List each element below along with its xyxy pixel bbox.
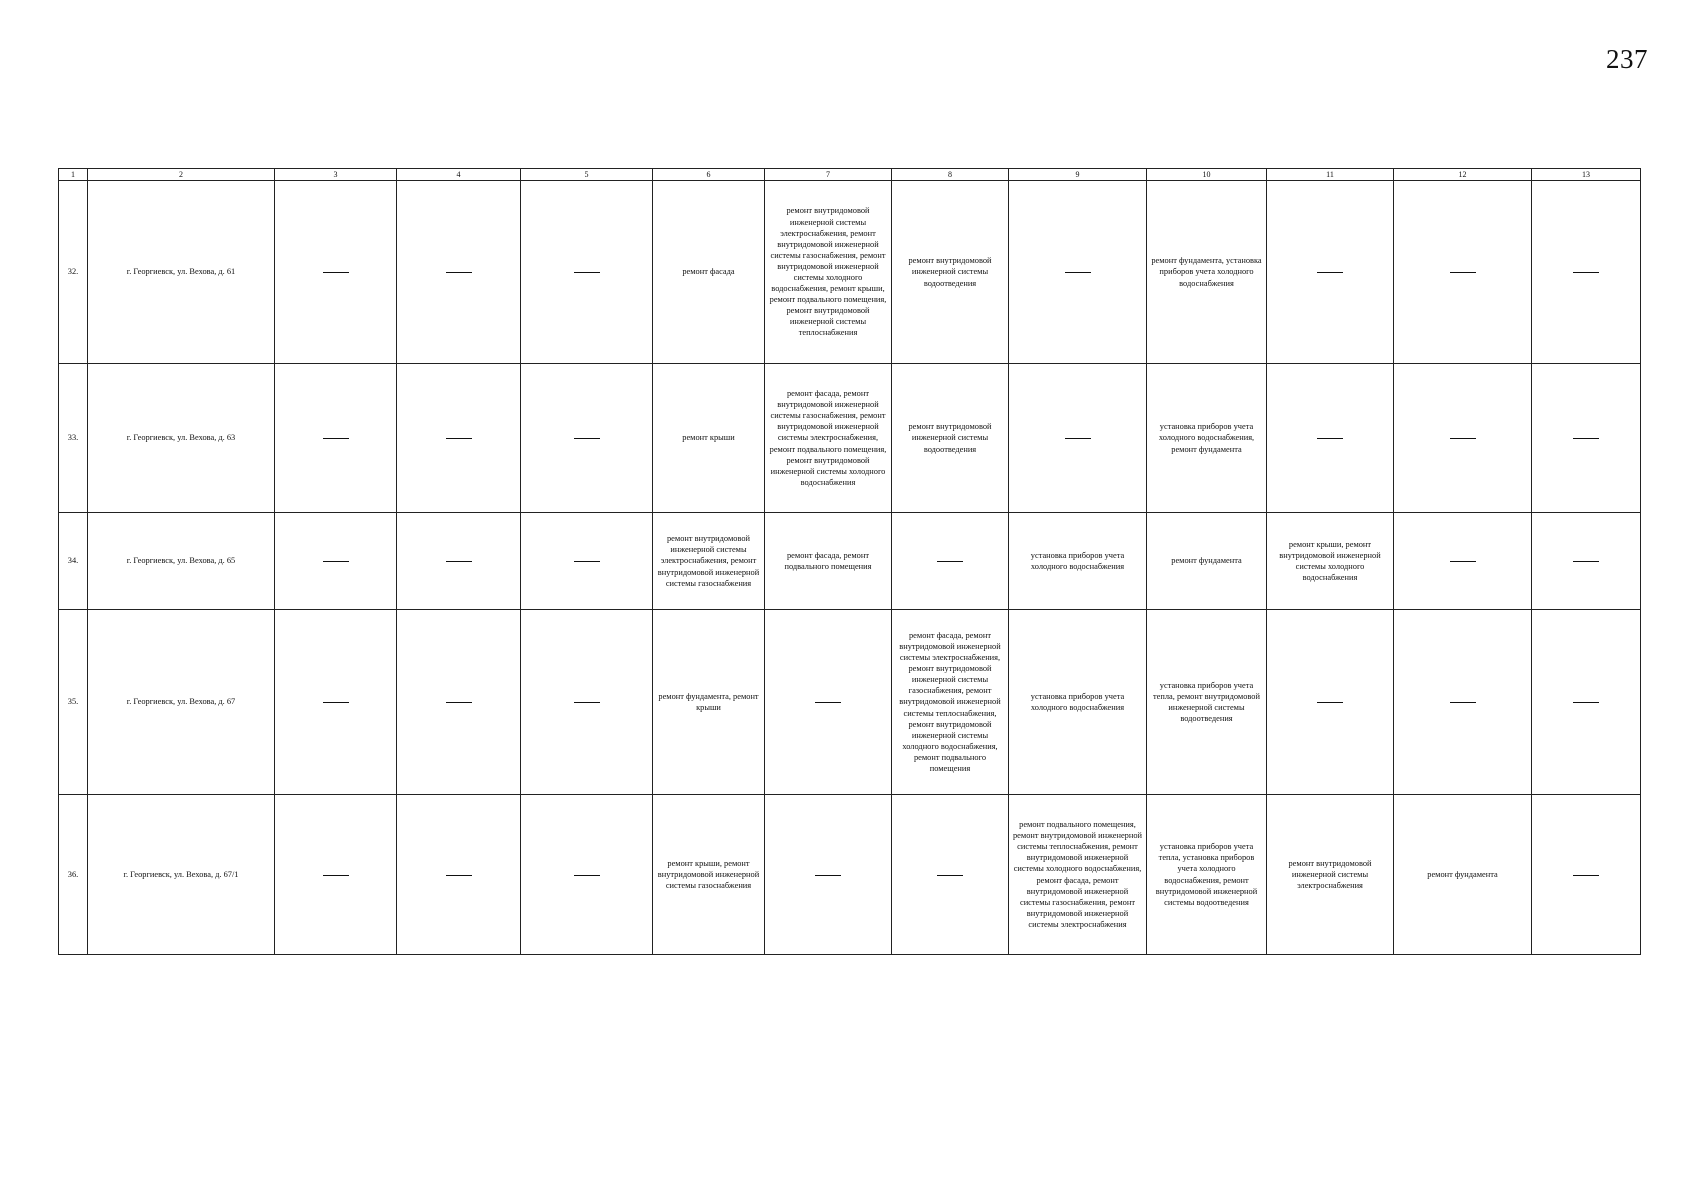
- empty-cell: [1009, 181, 1147, 364]
- column-number: 11: [1267, 169, 1394, 181]
- dash-mark: [446, 702, 472, 703]
- empty-cell: [275, 513, 397, 610]
- page-number: 237: [1606, 44, 1648, 74]
- empty-cell: [397, 181, 521, 364]
- work-cell: ремонт внутридомовой инженерной системы водоотведения: [892, 181, 1009, 364]
- work-cell: ремонт крыши, ремонт внутридомовой инженерной системы газоснабжения: [653, 795, 765, 955]
- work-cell: ремонт фасада, ремонт подвального помещения: [765, 513, 892, 610]
- empty-cell: [397, 364, 521, 513]
- work-cell: ремонт крыши: [653, 364, 765, 513]
- work-cell: ремонт фундамента, ремонт крыши: [653, 610, 765, 795]
- empty-cell: [521, 181, 653, 364]
- table-row: [59, 181, 1641, 364]
- column-number: 1: [59, 169, 88, 181]
- dash-mark: [937, 561, 963, 562]
- column-number: 8: [892, 169, 1009, 181]
- column-number: 4: [397, 169, 521, 181]
- dash-mark: [1065, 438, 1091, 439]
- work-cell: ремонт фундамента: [1147, 513, 1267, 610]
- empty-cell: [397, 513, 521, 610]
- empty-cell: [521, 795, 653, 955]
- work-cell: установка приборов учета холодного водоснабжения, ремонт фундамента: [1147, 364, 1267, 513]
- work-cell: ремонт внутридомовой инженерной системы электроснабжения: [1267, 795, 1394, 955]
- dash-mark: [574, 875, 600, 876]
- column-number-row: [59, 169, 1641, 181]
- column-number: 12: [1394, 169, 1532, 181]
- dash-mark: [1317, 702, 1343, 703]
- empty-cell: [1394, 513, 1532, 610]
- address-cell: г. Георгиевск, ул. Вехова, д. 67/1: [88, 795, 275, 955]
- column-number: 9: [1009, 169, 1147, 181]
- empty-cell: [1009, 364, 1147, 513]
- empty-cell: [1532, 795, 1641, 955]
- dash-mark: [323, 272, 349, 273]
- dash-mark: [323, 702, 349, 703]
- row-number: 34.: [59, 513, 88, 610]
- empty-cell: [275, 181, 397, 364]
- dash-mark: [323, 438, 349, 439]
- dash-mark: [574, 561, 600, 562]
- dash-mark: [815, 875, 841, 876]
- empty-cell: [1267, 364, 1394, 513]
- column-number: 3: [275, 169, 397, 181]
- row-number: 36.: [59, 795, 88, 955]
- work-cell: установка приборов учета тепла, ремонт внутридомовой инженерной системы водоотведения: [1147, 610, 1267, 795]
- dash-mark: [1065, 272, 1091, 273]
- dash-mark: [1317, 272, 1343, 273]
- work-cell: ремонт крыши, ремонт внутридомовой инженерной системы холодного водоснабжения: [1267, 513, 1394, 610]
- work-cell: ремонт фасада, ремонт внутридомовой инженерной системы электроснабжения, ремонт внутридомовой инженерной системы газоснабжения, ремонт внутридомовой инженерной системы теплоснабжения, ремонт внутридомовой инженерной системы холодного водоснабжения, ремонт подвального помещения: [892, 610, 1009, 795]
- dash-mark: [1450, 272, 1476, 273]
- empty-cell: [521, 513, 653, 610]
- dash-mark: [1317, 438, 1343, 439]
- table-row: [59, 795, 1641, 955]
- table-row: [59, 364, 1641, 513]
- dash-mark: [574, 272, 600, 273]
- empty-cell: [1394, 364, 1532, 513]
- dash-mark: [1450, 702, 1476, 703]
- empty-cell: [1532, 610, 1641, 795]
- empty-cell: [1267, 181, 1394, 364]
- address-cell: г. Георгиевск, ул. Вехова, д. 61: [88, 181, 275, 364]
- dash-mark: [446, 272, 472, 273]
- empty-cell: [892, 513, 1009, 610]
- table-row: [59, 610, 1641, 795]
- repair-schedule-table: [58, 168, 1641, 955]
- work-cell: ремонт фасада: [653, 181, 765, 364]
- dash-mark: [1450, 438, 1476, 439]
- address-cell: г. Георгиевск, ул. Вехова, д. 67: [88, 610, 275, 795]
- column-number: 13: [1532, 169, 1641, 181]
- empty-cell: [521, 364, 653, 513]
- column-number: 5: [521, 169, 653, 181]
- dash-mark: [323, 561, 349, 562]
- work-cell: ремонт внутридомовой инженерной системы электроснабжения, ремонт внутридомовой инженерной системы газоснабжения, ремонт внутридомовой инженерной системы холодного водоснабжения, ремонт крыши, ремонт подвального помещения, ремонт внутридомовой инженерной системы теплоснабжения: [765, 181, 892, 364]
- work-cell: установка приборов учета тепла, установка приборов учета холодного водоснабжения, ремонт внутридомовой инженерной системы водоотведения: [1147, 795, 1267, 955]
- work-cell: ремонт внутридомовой инженерной системы электроснабжения, ремонт внутридомовой инженерной системы газоснабжения: [653, 513, 765, 610]
- column-number: 2: [88, 169, 275, 181]
- empty-cell: [397, 610, 521, 795]
- work-cell: установка приборов учета холодного водоснабжения: [1009, 610, 1147, 795]
- work-cell: установка приборов учета холодного водоснабжения: [1009, 513, 1147, 610]
- work-cell: ремонт подвального помещения, ремонт внутридомовой инженерной системы теплоснабжения, ремонт внутридомовой инженерной системы холодного водоснабжения, ремонт фасада, ремонт внутридомовой инженерной системы газоснабжения, ремонт внутридомовой инженерной системы электроснабжения: [1009, 795, 1147, 955]
- column-number: 6: [653, 169, 765, 181]
- empty-cell: [765, 795, 892, 955]
- dash-mark: [1573, 702, 1599, 703]
- dash-mark: [446, 438, 472, 439]
- empty-cell: [275, 795, 397, 955]
- row-number: 33.: [59, 364, 88, 513]
- dash-mark: [937, 875, 963, 876]
- dash-mark: [1573, 875, 1599, 876]
- dash-mark: [1450, 561, 1476, 562]
- dash-mark: [574, 438, 600, 439]
- empty-cell: [1394, 181, 1532, 364]
- dash-mark: [815, 702, 841, 703]
- dash-mark: [446, 561, 472, 562]
- column-number: 7: [765, 169, 892, 181]
- empty-cell: [397, 795, 521, 955]
- empty-cell: [1394, 610, 1532, 795]
- empty-cell: [1532, 181, 1641, 364]
- empty-cell: [1532, 513, 1641, 610]
- dash-mark: [1573, 561, 1599, 562]
- empty-cell: [1267, 610, 1394, 795]
- row-number: 32.: [59, 181, 88, 364]
- dash-mark: [323, 875, 349, 876]
- work-cell: ремонт фундамента: [1394, 795, 1532, 955]
- empty-cell: [892, 795, 1009, 955]
- empty-cell: [275, 364, 397, 513]
- empty-cell: [1532, 364, 1641, 513]
- dash-mark: [1573, 272, 1599, 273]
- dash-mark: [574, 702, 600, 703]
- address-cell: г. Георгиевск, ул. Вехова, д. 65: [88, 513, 275, 610]
- empty-cell: [275, 610, 397, 795]
- dash-mark: [446, 875, 472, 876]
- work-cell: ремонт фасада, ремонт внутридомовой инженерной системы газоснабжения, ремонт внутридомовой инженерной системы электроснабжения, ремонт подвального помещения, ремонт внутридомовой инженерной системы холодного водоснабжения: [765, 364, 892, 513]
- dash-mark: [1573, 438, 1599, 439]
- row-number: 35.: [59, 610, 88, 795]
- work-cell: ремонт внутридомовой инженерной системы водоотведения: [892, 364, 1009, 513]
- empty-cell: [521, 610, 653, 795]
- table-row: [59, 513, 1641, 610]
- work-cell: ремонт фундамента, установка приборов учета холодного водоснабжения: [1147, 181, 1267, 364]
- address-cell: г. Георгиевск, ул. Вехова, д. 63: [88, 364, 275, 513]
- empty-cell: [765, 610, 892, 795]
- column-number: 10: [1147, 169, 1267, 181]
